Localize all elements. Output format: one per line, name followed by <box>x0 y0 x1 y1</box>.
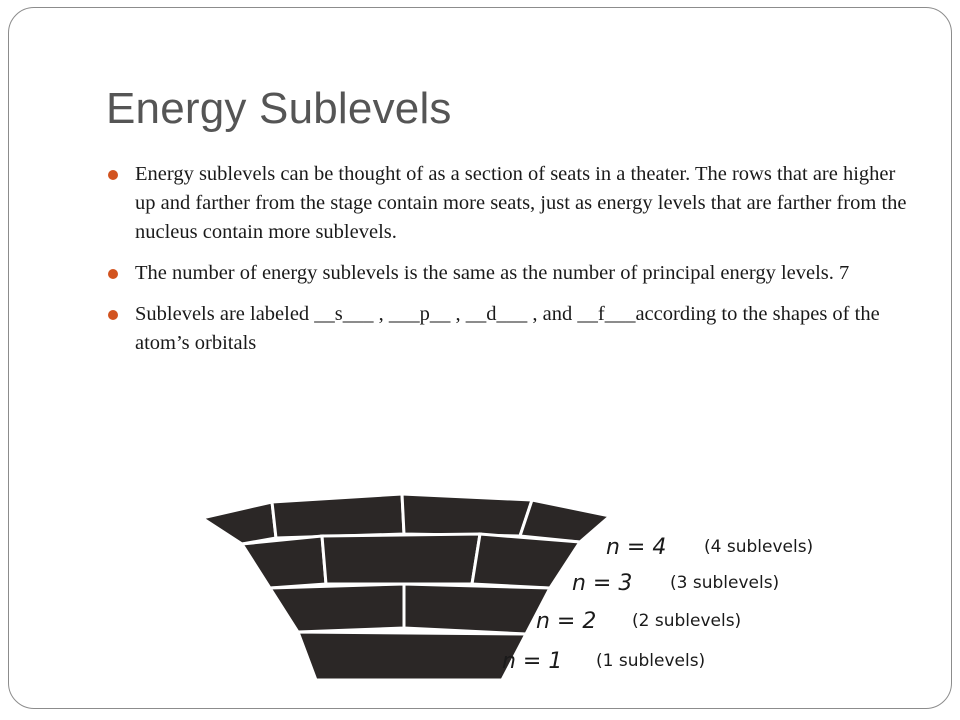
seat-block-row4 <box>202 502 276 544</box>
slide-title: Energy Sublevels <box>106 84 452 133</box>
n4-count-label: (4 sublevels) <box>704 537 814 557</box>
seat-block-row1 <box>298 632 526 680</box>
seat-block-row4 <box>520 500 610 542</box>
seat-block-row3 <box>322 534 480 584</box>
n2-label: n = 2 <box>536 609 597 634</box>
bullet-text: Energy sublevels can be thought of as a section of seats in a theater. The rows that are higher up and farther from the stage contain more seats, just as energy levels that are farther from the nucleus contain more sublevels. <box>135 163 907 243</box>
n2-count-label: (2 sublevels) <box>632 611 742 631</box>
seat-block-row4 <box>402 494 532 536</box>
bullet-dot-icon <box>108 310 118 320</box>
bullet-item <box>108 160 908 247</box>
bullet-item <box>108 300 908 358</box>
bullet-text: The number of energy sublevels is the same as the number of principal energy levels. 7 <box>135 262 850 284</box>
bullet-item <box>108 259 908 288</box>
sublevel-theater-diagram <box>180 488 880 688</box>
seat-block-row2 <box>404 584 550 634</box>
seat-block-row3 <box>242 536 326 588</box>
n3-count-label: (3 sublevels) <box>670 573 780 593</box>
bullet-text: Sublevels are labeled __s___ , ___p__ , __d___ , and __f___according to the shapes of the atom’s orbitals <box>135 303 880 354</box>
bullet-dot-icon <box>108 269 118 279</box>
n3-label: n = 3 <box>572 571 633 596</box>
seat-block-row3 <box>472 534 580 588</box>
n4-label: n = 4 <box>606 535 667 560</box>
bullet-dot-icon <box>108 170 118 180</box>
bullet-list <box>108 160 908 370</box>
seat-block-row2 <box>270 584 404 632</box>
seat-block-row4 <box>272 494 404 538</box>
n1-label: n = 1 <box>502 649 563 674</box>
n1-count-label: (1 sublevels) <box>596 651 706 671</box>
